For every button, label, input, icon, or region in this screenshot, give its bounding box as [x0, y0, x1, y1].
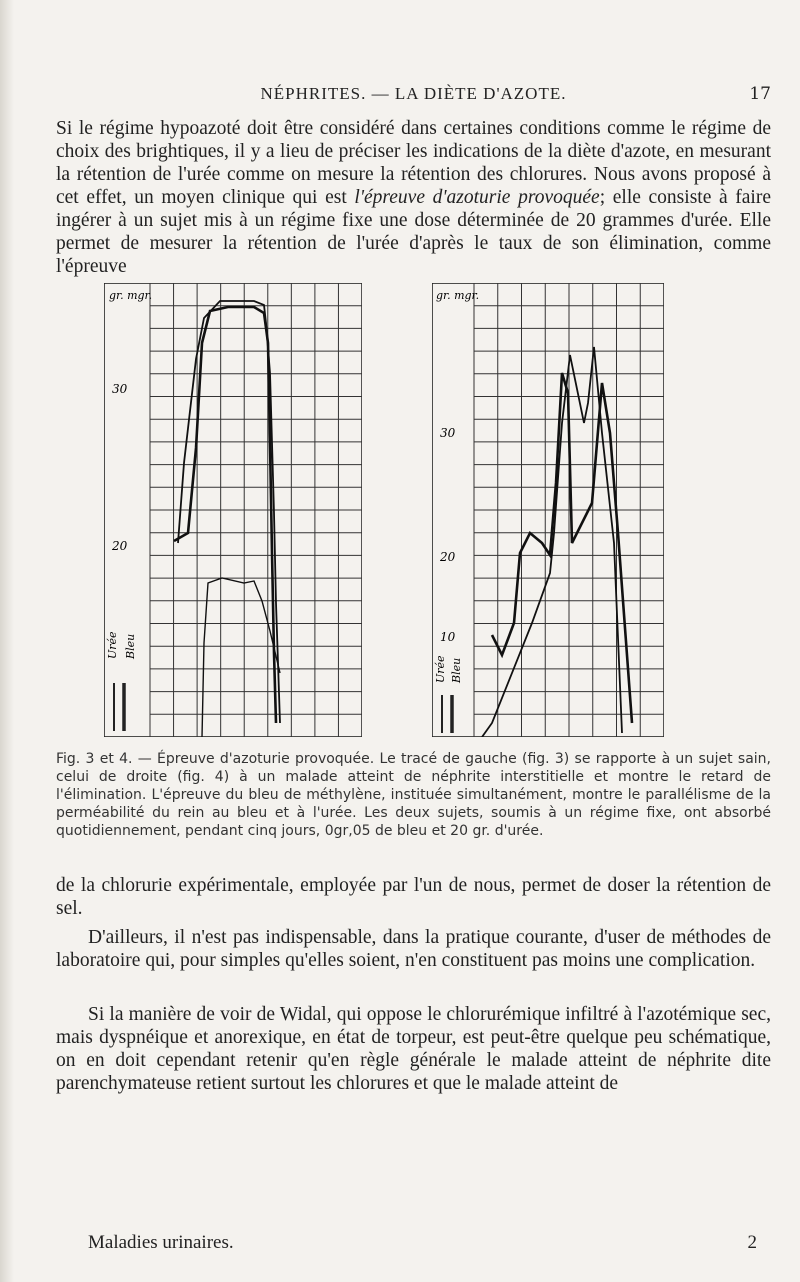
footer-book-title: Maladies urinaires. — [88, 1232, 234, 1253]
figure-4-y-label-10: 10 — [440, 630, 456, 644]
paragraph-intro-text-2: ; elle consiste à faire ingérer à un sujet mis à un régime fixe une dose déterminée de 20 grammes d'urée. Elle permet de mesurer la rétention de l'urée d'après le taux de son élimination, comme l'épreuve — [56, 187, 771, 277]
paragraph-widal: Si la manière de voir de Widal, qui oppose le chlorurémique infiltré à l'azotémique sec, mais dyspnéique et anorexique, en état de torpeur, est peut-être quelque peu schématique, on en doit cependant retenir qu'en règle générale le malade atteint de néphrite dite parenchymateuse retient surtout les chlorures et que le malade atteint de — [56, 1004, 771, 1094]
figure-3-grid — [150, 283, 362, 737]
page-number: 17 — [749, 84, 771, 104]
page-binding-shadow — [0, 0, 14, 1282]
figure-3-curve-uree — [178, 301, 280, 723]
figure-3-legend — [106, 631, 137, 731]
paragraph-chlorurie: de la chlorurie expérimentale, employée par l'un de nous, permet de doser la rétention de sel. — [56, 875, 771, 919]
footer-signature-mark: 2 — [747, 1232, 757, 1253]
figure-3-y-label-30: 30 — [112, 382, 128, 396]
figure-4-y-label-20: 20 — [440, 550, 456, 564]
figure-4-grid — [474, 283, 664, 737]
paragraph-methodes: D'ailleurs, il n'est pas indispensable, dans la pratique courante, d'user de méthodes de laboratoire qui, pour simples qu'elles soient, n'en constituent pas moins une complication. — [56, 927, 771, 971]
figure-3-curve-uree-2 — [202, 578, 280, 737]
figure-4-chart — [432, 283, 664, 737]
figure-4-legend-uree: Urée — [434, 655, 447, 683]
figure-4-y-label-30: 30 — [440, 426, 456, 440]
figure-3-curve-bleu — [174, 307, 276, 723]
figure-caption: Fig. 3 et 4. — Épreuve d'azoturie provoquée. Le tracé de gauche (fig. 3) se rapporte à un sujet sain, celui de droite (fig. 4) à un malade atteint de néphrite interstitielle et montre le retard de l'élimination. L'épreuve du bleu de méthylène, instituée simultanément, montre le parallélisme de la perméabilité du rein au bleu et à l'urée. Les deux sujets, soumis à un régime fixe, ont absorbé quotidiennement, pendant cinq jours, 0gr,05 de bleu et 20 gr. d'urée. — [56, 751, 771, 839]
figure-4-legend-bleu: Bleu — [450, 657, 463, 683]
figure-3-legend-uree: Urée — [106, 631, 119, 659]
figure-3-curves — [174, 301, 280, 737]
running-title: NÉPHRITES. — LA DIÈTE D'AZOTE. — [260, 84, 567, 103]
figure-3-y-label-20: 20 — [112, 539, 128, 553]
figure-3-legend-bleu: Bleu — [124, 633, 137, 659]
paragraph-intro — [56, 117, 771, 278]
paragraph-intro-emphasis: l'épreuve d'azoturie provoquée — [354, 187, 600, 208]
figure-4-curves — [482, 347, 632, 737]
figure-4-legend — [434, 655, 463, 733]
figure-3-unit-label: gr. mgr. — [109, 289, 153, 302]
paragraph-intro-text-1: Si le régime hypoazoté doit être considéré dans certaines conditions comme le régime de choix des brightiques, il y a lieu de préciser les indications de la diète d'azote, en mesurant la rétention de l'urée comme on mesure la rétention des chlorures. Nous avons proposé à cet effet, un moyen clinique qui est — [56, 118, 771, 208]
page-footer — [56, 1232, 771, 1256]
figure-3-chart — [104, 283, 362, 737]
running-header — [56, 84, 771, 108]
figure-4-unit-label: gr. mgr. — [436, 289, 480, 302]
